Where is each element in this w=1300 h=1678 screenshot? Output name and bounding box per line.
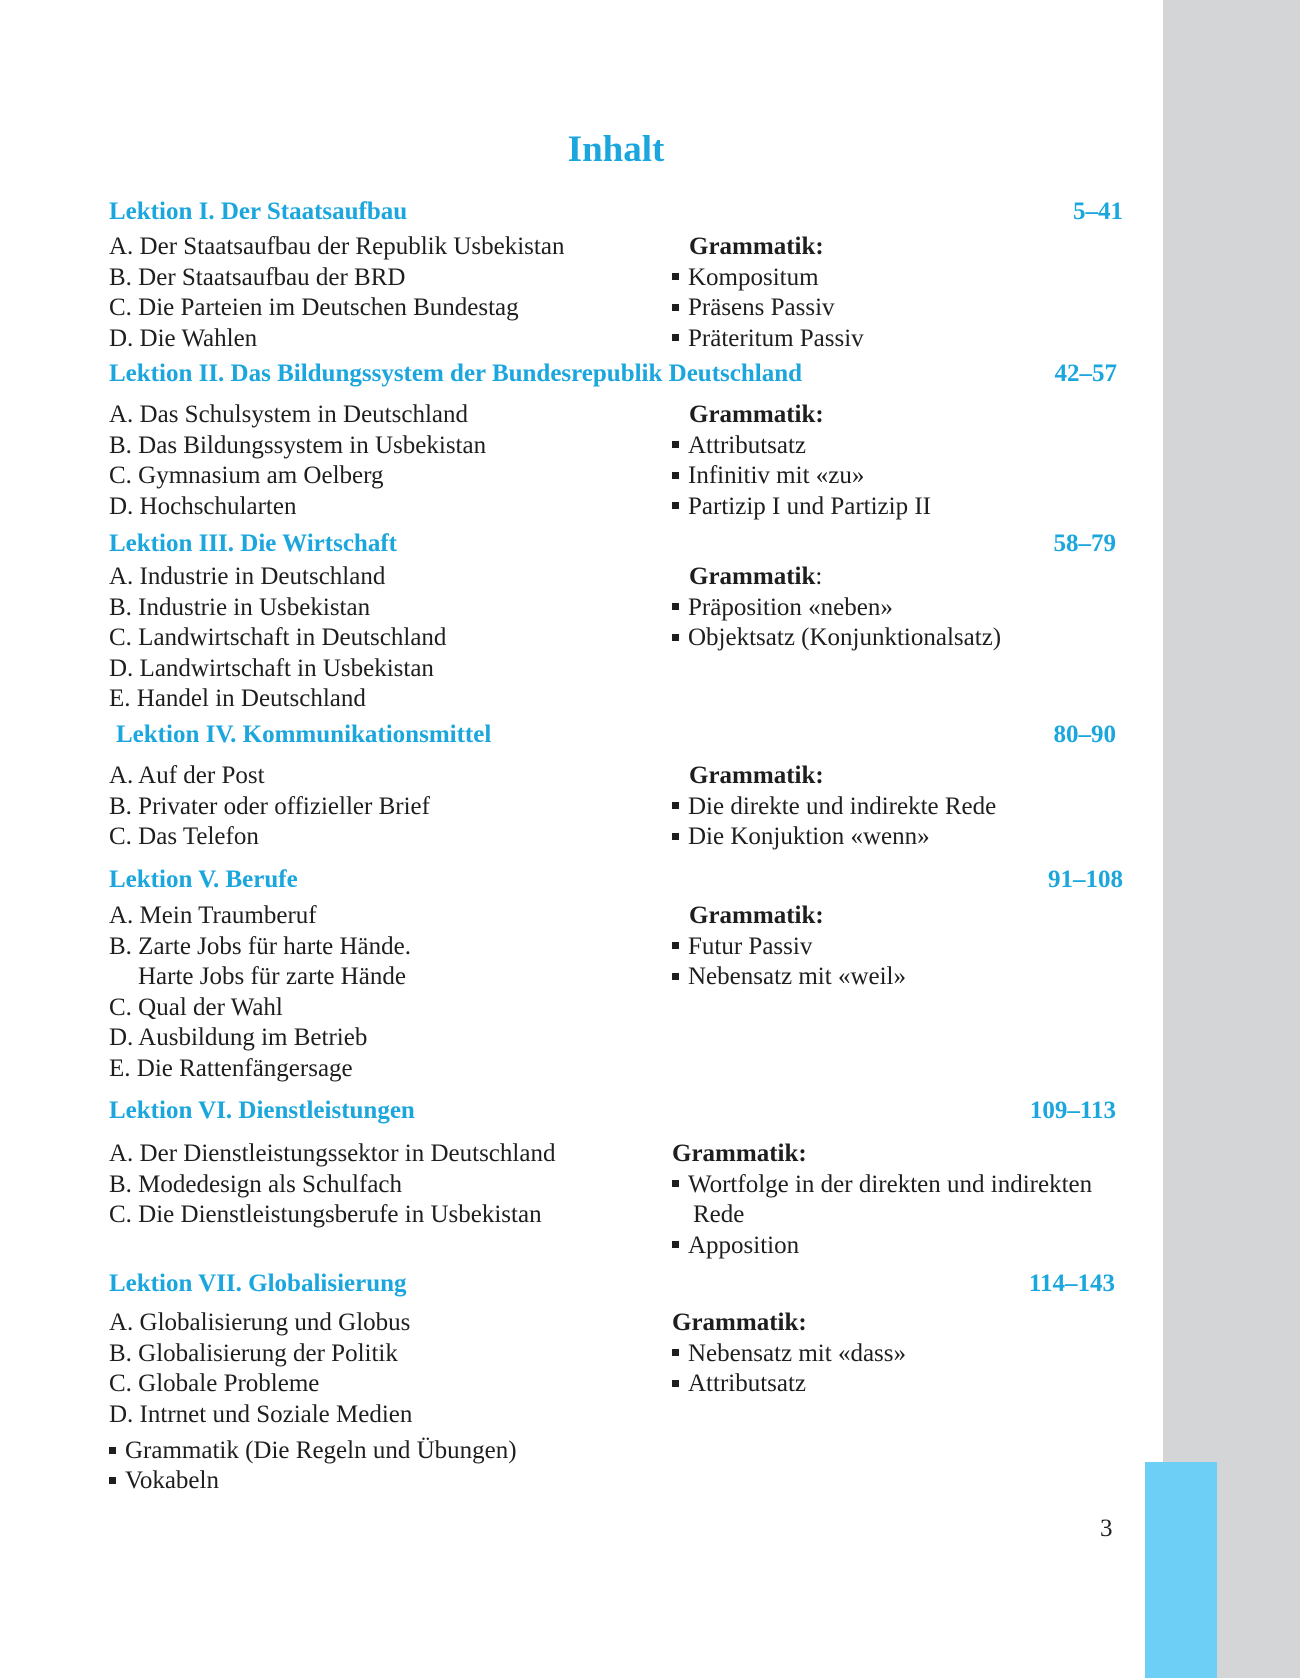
topic-item: D. Landwirtschaft in Usbekistan bbox=[109, 654, 434, 682]
page-number: 3 bbox=[1100, 1515, 1113, 1542]
topic-list bbox=[109, 901, 411, 1084]
bullet-square-icon bbox=[672, 634, 679, 641]
grammar-list bbox=[672, 593, 1001, 654]
grammar-item: Nebensatz mit «weil» bbox=[672, 962, 906, 993]
grammar-block bbox=[672, 1139, 1092, 1261]
lesson-heading[interactable]: Lektion VI. Dienstleistungen bbox=[109, 1097, 415, 1124]
grammar-item: Präposition «neben» bbox=[672, 593, 1001, 624]
lesson-heading[interactable]: Lektion I. Der Staatsaufbau bbox=[109, 198, 408, 225]
bullet-square-icon bbox=[672, 1349, 679, 1356]
bullet-square-icon bbox=[672, 973, 679, 980]
topic-item: Harte Jobs für zarte Hände bbox=[138, 963, 406, 990]
topic-item: C. Landwirtschaft in Deutschland bbox=[109, 624, 447, 651]
topic-item: B. Modedesign als Schulfach bbox=[109, 1170, 403, 1198]
grammar-item: Präsens Passiv bbox=[672, 293, 864, 324]
topic-list bbox=[109, 232, 564, 354]
bullet-square-icon bbox=[672, 603, 679, 610]
lesson-page-range: 114–143 bbox=[1028, 1270, 1115, 1297]
topic-item: B. Zarte Jobs für harte Hände. bbox=[109, 932, 411, 960]
grammar-item: Objektsatz (Konjunktionalsatz) bbox=[672, 623, 1001, 654]
side-margin-band bbox=[1163, 0, 1300, 1678]
topic-item: B. Das Bildungssystem in Usbekistan bbox=[109, 431, 487, 459]
grammar-label: Grammatik: bbox=[672, 1140, 807, 1167]
lesson-heading[interactable]: Lektion V. Berufe bbox=[109, 866, 298, 893]
grammar-item: Partizip I und Partizip II bbox=[672, 492, 931, 523]
lesson-heading[interactable]: Lektion II. Das Bildungssystem der Bundesrepublik Deutschland bbox=[109, 360, 803, 387]
topic-item: B. Der Staatsaufbau der BRD bbox=[109, 263, 406, 291]
topic-list bbox=[109, 1308, 412, 1430]
bullet-square-icon bbox=[672, 1241, 679, 1248]
grammar-list bbox=[672, 1170, 1092, 1262]
grammar-item: Präteritum Passiv bbox=[672, 324, 864, 355]
grammar-block bbox=[672, 232, 864, 354]
bullet-square-icon bbox=[672, 472, 679, 479]
grammar-item: Attributsatz bbox=[672, 431, 931, 462]
grammar-label: Grammatik: bbox=[689, 401, 824, 428]
topic-list bbox=[109, 1139, 555, 1231]
lesson-heading[interactable]: Lektion IV. Kommunikationsmittel bbox=[116, 721, 492, 748]
grammar-item: Die Konjuktion «wenn» bbox=[672, 822, 996, 853]
topic-item: A. Auf der Post bbox=[109, 762, 265, 789]
side-thumb-tab bbox=[1145, 1462, 1217, 1678]
grammar-label: Grammatik: bbox=[689, 762, 824, 789]
topic-list bbox=[109, 400, 486, 522]
topic-item: A. Der Staatsaufbau der Republik Usbekistan bbox=[109, 233, 565, 260]
grammar-label: Grammatik: bbox=[689, 563, 823, 590]
grammar-block bbox=[672, 1308, 906, 1400]
appendix-list bbox=[109, 1436, 517, 1496]
bullet-square-icon bbox=[672, 502, 679, 509]
grammar-item: Futur Passiv bbox=[672, 932, 906, 963]
lesson-heading[interactable]: Lektion VII. Globalisierung bbox=[109, 1270, 407, 1297]
topic-item: B. Globalisierung der Politik bbox=[109, 1339, 398, 1367]
grammar-item: Kompositum bbox=[672, 263, 864, 294]
grammar-list bbox=[672, 263, 864, 355]
topic-item: B. Privater oder offizieller Brief bbox=[109, 792, 430, 820]
topic-item: A. Der Dienstleistungssektor in Deutschland bbox=[109, 1140, 556, 1167]
lesson-page-range: 80–90 bbox=[1053, 721, 1116, 748]
topic-item: B. Industrie in Usbekistan bbox=[109, 593, 371, 621]
topic-item: C. Das Telefon bbox=[109, 823, 259, 850]
bullet-square-icon bbox=[672, 802, 679, 809]
grammar-item: Infinitiv mit «zu» bbox=[672, 461, 931, 492]
page-title: Inhalt bbox=[567, 129, 665, 170]
topic-item: D. Die Wahlen bbox=[109, 324, 258, 352]
topic-list bbox=[109, 562, 446, 715]
lesson-page-range: 91–108 bbox=[1048, 866, 1123, 893]
grammar-block bbox=[672, 761, 996, 853]
grammar-list bbox=[672, 1339, 906, 1400]
topic-item: E. Handel in Deutschland bbox=[109, 685, 366, 712]
topic-list bbox=[109, 761, 430, 853]
topic-item: C. Qual der Wahl bbox=[109, 993, 283, 1021]
topic-item: A. Mein Traumberuf bbox=[109, 902, 317, 929]
grammar-block bbox=[672, 562, 1001, 654]
grammar-item: Nebensatz mit «dass» bbox=[672, 1339, 906, 1370]
topic-item: D. Intrnet und Soziale Medien bbox=[109, 1400, 413, 1428]
bullet-square-icon bbox=[672, 304, 679, 311]
grammar-list bbox=[672, 792, 996, 853]
grammar-item: Attributsatz bbox=[672, 1369, 906, 1400]
topic-item: D. Ausbildung im Betrieb bbox=[109, 1024, 368, 1051]
topic-item: C. Gymnasium am Oelberg bbox=[109, 462, 384, 489]
bullet-square-icon bbox=[672, 942, 679, 949]
topic-item: E. Die Rattenfängersage bbox=[109, 1054, 353, 1082]
topic-item: C. Die Parteien im Deutschen Bundestag bbox=[109, 294, 519, 321]
bullet-square-icon bbox=[672, 334, 679, 341]
topic-item: C. Globale Probleme bbox=[109, 1370, 320, 1397]
grammar-block bbox=[672, 901, 906, 993]
grammar-block bbox=[672, 400, 931, 522]
lesson-page-range: 58–79 bbox=[1053, 530, 1116, 557]
bullet-square-icon bbox=[672, 1380, 679, 1387]
topic-item: D. Hochschularten bbox=[109, 492, 297, 520]
lesson-heading[interactable]: Lektion III. Die Wirtschaft bbox=[109, 530, 397, 557]
lesson-page-range: 42–57 bbox=[1054, 360, 1117, 387]
bullet-square-icon bbox=[672, 1180, 679, 1187]
lesson-page-range: 5–41 bbox=[1073, 198, 1123, 225]
topic-item: C. Die Dienstleistungsberufe in Usbekistan bbox=[109, 1201, 542, 1228]
bullet-square-icon bbox=[672, 441, 679, 448]
grammar-item: Rede bbox=[693, 1201, 745, 1228]
lesson-page-range: 109–113 bbox=[1029, 1097, 1116, 1124]
grammar-list bbox=[672, 932, 906, 993]
topic-item: A. Industrie in Deutschland bbox=[109, 563, 386, 590]
bullet-square-icon bbox=[109, 1447, 116, 1454]
bullet-square-icon bbox=[109, 1477, 116, 1484]
grammar-item: Wortfolge in der direkten und indirekten bbox=[672, 1170, 1092, 1201]
appendix-item[interactable]: Grammatik (Die Regeln und Übungen) bbox=[109, 1436, 517, 1466]
grammar-label: Grammatik: bbox=[689, 902, 824, 929]
bullet-square-icon bbox=[672, 273, 679, 280]
grammar-label: Grammatik: bbox=[672, 1309, 807, 1336]
topic-item: A. Globalisierung und Globus bbox=[109, 1309, 411, 1336]
appendix-item[interactable]: Vokabeln bbox=[109, 1466, 517, 1496]
grammar-item: Die direkte und indirekte Rede bbox=[672, 792, 996, 823]
grammar-list bbox=[672, 431, 931, 523]
grammar-item: Apposition bbox=[672, 1231, 1092, 1262]
grammar-label: Grammatik: bbox=[689, 233, 824, 260]
bullet-square-icon bbox=[672, 833, 679, 840]
topic-item: A. Das Schulsystem in Deutschland bbox=[109, 401, 468, 428]
